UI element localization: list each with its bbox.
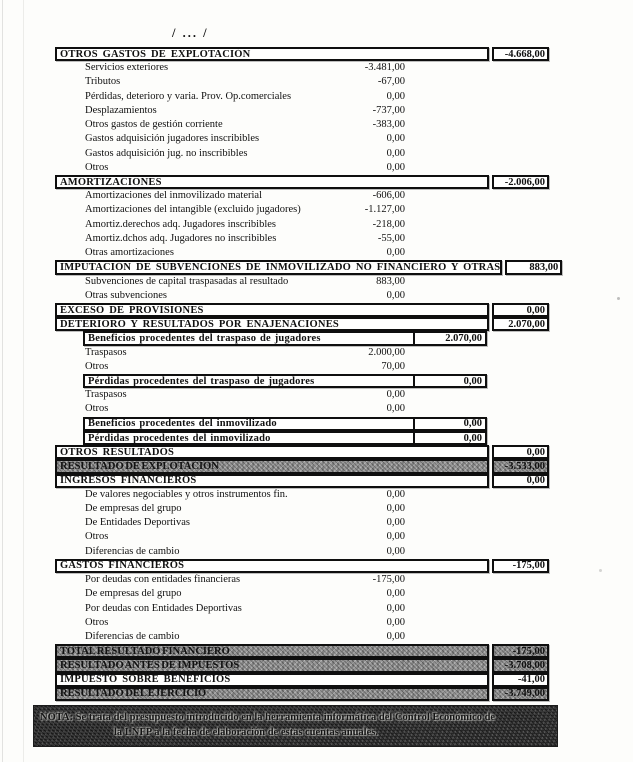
table-row [55,331,549,345]
line-item-label: De empresas del grupo [85,588,182,600]
line-item-label: Tributos [85,76,121,88]
line-item-value: -737,00 [372,104,405,116]
table-row [55,189,549,203]
table-row [55,516,549,530]
line-item-value: 0,00 [386,545,405,557]
line-item-label: Diferencias de cambio [85,545,180,557]
section-total-value: -175,00 [492,559,549,573]
line-item-value: 0,00 [386,133,405,145]
table-row [55,218,549,232]
line-item-label: Traspasos [85,346,127,358]
line-item-label: Gastos adquisición jugadores inscribibles [85,133,260,145]
table-row [55,459,549,473]
section-label: DETERIORO Y RESULTADOS POR ENAJENACIONES [55,317,489,331]
line-item-value: 0,00 [386,531,405,543]
table-row [55,175,549,189]
section-total-value: 0,00 [492,445,549,459]
subsection-box [83,417,487,431]
table-row [55,303,549,317]
subsection-label: Pérdidas procedentes del inmovilizado [88,432,271,444]
line-item-value: 0,00 [386,616,405,628]
section-label: AMORTIZACIONES [55,175,489,189]
table-row [55,104,549,118]
scan-artifact-dot [617,297,620,300]
table-row [55,360,549,374]
table-row [55,161,549,175]
subsection-value: 0,00 [413,419,485,429]
line-item-value: 0,00 [386,588,405,600]
line-item-label: Amortizaciones del inmovilizado material [85,190,262,202]
table-row [55,573,549,587]
table-row [55,630,549,644]
table-row [55,317,549,331]
line-item-label: Otros [85,360,109,372]
line-item-value: 0,00 [386,630,405,642]
section-total-value: -3.533,00 [492,459,549,473]
table-row [55,388,549,402]
statement-table [55,47,559,701]
line-item-value: 0,00 [386,503,405,514]
table-row [55,502,549,516]
line-item-label: Traspasos [85,389,127,401]
section-label: TOTAL RESULTADO FINANCIERO [55,644,489,658]
scan-artifact-line [2,0,3,762]
table-row [55,673,549,687]
line-item-label: Por deudas con entidades financieras [85,574,241,586]
line-item-label: De valores negociables y otros instrumentos fin. [85,488,288,500]
subsection-label: Pérdidas procedentes del traspaso de jugadores [88,375,315,387]
line-item-label: Otros [85,161,109,173]
line-item-label: Amortiz.dchos adq. Jugadores no inscribibles [85,232,277,244]
line-item-value: 2.000,00 [368,346,405,358]
table-row [55,132,549,146]
table-row [55,488,549,502]
line-item-value: 0,00 [386,517,405,529]
table-row [55,559,549,573]
section-label: OTROS RESULTADOS [55,445,489,459]
section-total-value: -3.749,00 [492,687,549,701]
line-item-label: Amortiz.derechos adq. Jugadores inscribibles [85,218,276,230]
table-row [55,75,549,89]
footnote-line-1: NOTA: Se trata del presupuesto introducido en la herramienta informática del Control Económico de [40,712,496,723]
section-label: IMPUESTO SOBRE BENEFICIOS [55,673,489,687]
page-continuation-mark: / ... / [172,26,209,40]
section-total-value: -4.668,00 [492,47,549,61]
table-row [55,232,549,246]
line-item-label: Otras subvenciones [85,289,167,301]
line-item-value: 0,00 [386,389,405,401]
line-item-value: 70,00 [381,360,405,372]
table-row [55,47,549,61]
line-item-label: Gastos adquisición jug. no inscribibles [85,147,248,159]
line-item-value: 0,00 [386,488,405,500]
section-total-value: -175,00 [492,644,549,658]
line-item-value: -606,00 [372,190,405,202]
line-item-label: De Entidades Deportivas [85,517,190,529]
line-item-label: Subvenciones de capital traspasadas al resultado [85,275,289,287]
subsection-label: Beneficios procedentes del traspaso de jugadores [88,332,321,344]
footnote-line-2: la LNFP a la fecha de elaboración de estas cuentas anuales. [114,727,378,738]
table-row [55,147,549,161]
table-row [55,289,549,303]
scan-artifact-line [23,0,24,762]
line-item-value: -383,00 [372,119,405,131]
line-item-label: Amortizaciones del intangible (excluido jugadores) [85,204,301,216]
table-row [55,474,549,488]
line-item-value: 883,00 [376,275,405,287]
footnote-block [33,705,558,747]
line-item-label: Pérdidas, deterioro y varia. Prov. Op.comerciales [85,90,292,102]
line-item-label: Otros gastos de gestión corriente [85,119,223,131]
line-item-label: Otros [85,531,109,543]
line-item-value: 0,00 [386,289,405,301]
line-item-label: Otros [85,616,109,628]
line-item-value: -175,00 [372,574,405,586]
table-row [55,346,549,360]
subsection-value: 0,00 [413,376,485,386]
table-row [55,658,549,672]
section-total-value: 0,00 [492,474,549,488]
table-row [55,402,549,416]
section-label: GASTOS FINANCIEROS [55,559,489,573]
line-item-value: 0,00 [386,403,405,415]
line-item-value: -218,00 [372,218,405,230]
line-item-value: -55,00 [377,232,405,244]
section-label: OTROS GASTOS DE EXPLOTACIÓN [55,47,489,61]
section-total-value: 2.070,00 [492,317,549,331]
line-item-value: -3.481,00 [364,62,405,74]
line-item-value: 0,00 [386,90,405,102]
section-label: EXCESO DE PROVISIONES [55,303,489,317]
table-row [55,61,549,75]
section-total-value: -2.006,00 [492,175,549,189]
section-label: INGRESOS FINANCIEROS [55,474,489,488]
line-item-value: 0,00 [386,602,405,614]
subsection-box [83,374,487,388]
line-item-value: -67,00 [377,76,405,88]
table-row [55,587,549,601]
table-row [55,445,549,459]
table-row [55,275,549,289]
scan-artifact-dot [599,569,602,572]
section-label: RESULTADO DEL EJERCICIO [55,687,489,701]
line-item-label: Diferencias de cambio [85,630,180,642]
subsection-box [83,331,487,345]
line-item-label: De empresas del grupo [85,503,182,514]
section-total-value: 0,00 [492,303,549,317]
table-row [55,530,549,544]
table-row [55,687,549,701]
table-row [55,602,549,616]
section-total-value: -3.708,00 [492,658,549,672]
line-item-value: 0,00 [386,147,405,159]
section-label: RESULTADO ANTES DE IMPUESTOS [55,658,489,672]
table-row [55,417,549,431]
line-item-label: Desplazamientos [85,104,157,116]
line-item-value: -1.127,00 [364,204,405,216]
table-row [55,118,549,132]
subsection-box [83,431,487,445]
table-row [55,90,549,104]
line-item-label: Servicios exteriores [85,62,169,74]
table-row [55,374,549,388]
section-total-value: 883,00 [505,260,562,274]
line-item-value: 0,00 [386,247,405,259]
section-label: IMPUTACIÓN DE SUBVENCIONES DE INMOVILIZADO NO FINANCIERO Y OTRAS [55,260,502,274]
table-row [55,260,559,274]
subsection-value: 0,00 [413,433,485,443]
section-total-value: -41,00 [492,673,549,687]
line-item-value: 0,00 [386,161,405,173]
subsection-value: 2.070,00 [413,333,485,343]
line-item-label: Otros [85,403,109,415]
table-row [55,644,549,658]
section-label: RESULTADO DE EXPLOTACIÓN [55,459,489,473]
table-row [55,246,549,260]
line-item-label: Por deudas con Entidades Deportivas [85,602,242,614]
line-item-label: Otras amortizaciones [85,247,174,259]
subsection-label: Beneficios procedentes del inmovilizado [88,418,277,430]
table-row [55,545,549,559]
table-row [55,431,549,445]
table-row [55,203,549,217]
table-row [55,616,549,630]
